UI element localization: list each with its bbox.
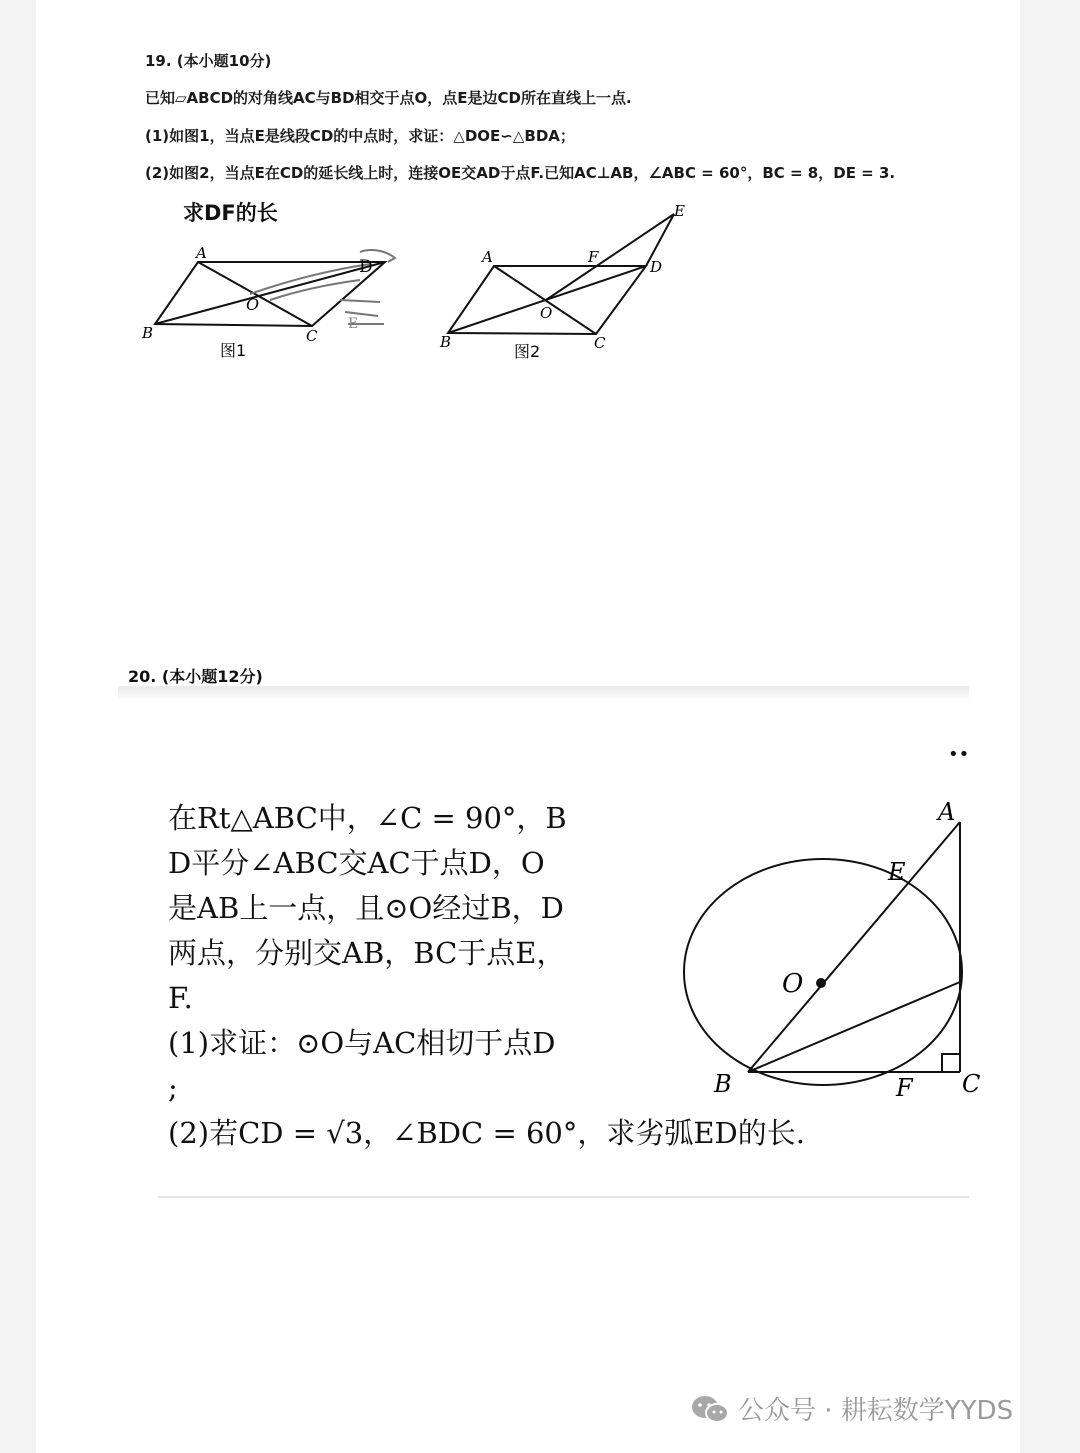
- panel-bottom-line: [158, 1196, 969, 1198]
- q20-line-2: D平分∠ABC交AC于点D，O: [168, 846, 545, 880]
- q20-label-b: B: [714, 1070, 732, 1098]
- panel-top-bar: [118, 686, 969, 698]
- fig2-label-d: D: [650, 258, 663, 276]
- fig1-label-a: A: [196, 244, 207, 262]
- right-angle-mark: [942, 1054, 960, 1072]
- q20-line-3: 是AB上一点，且⊙O经过B，D: [168, 891, 564, 925]
- q20-label-e: E: [888, 858, 906, 886]
- fig1-label-e: E: [348, 316, 359, 332]
- circle-o: [684, 859, 962, 1085]
- fig2-label-a: A: [482, 248, 493, 266]
- fig2-label-f: F: [588, 248, 599, 266]
- q19-part2: (2)如图2，当点E在CD的延长线上时，连接OE交AD于点F.已知AC⊥AB，∠ABC = 60°，BC = 8，DE = 3.: [145, 164, 896, 182]
- q20-header: 20. (本小题12分): [128, 667, 263, 686]
- q20-line-6: (1)求证：⊙O与AC相切于点D: [168, 1026, 556, 1060]
- q19-part1: (1)如图1，当点E是线段CD的中点时，求证：△DOE∽△BDA；: [145, 127, 575, 145]
- fig2-label-o: O: [540, 304, 553, 322]
- q20-label-o: O: [782, 969, 804, 999]
- q20-line-7: ;: [168, 1071, 178, 1105]
- q20-label-a: A: [938, 798, 956, 826]
- watermark-text: 公众号 · 耕耘数学YYDS: [738, 1396, 1014, 1426]
- fig2-caption: 图2: [514, 342, 541, 361]
- q20-line-4: 两点，分别交AB，BC于点E，: [168, 936, 566, 970]
- panel-dots: ••: [948, 744, 970, 765]
- fig2-label-c: C: [594, 334, 606, 352]
- q20-text-block: [168, 796, 688, 1111]
- q20-line-5: F.: [168, 981, 193, 1015]
- q20-label-c: C: [962, 1070, 981, 1098]
- fig1-label-d: D: [359, 257, 373, 277]
- q19-figure-1: [140, 240, 400, 365]
- fig1-label-c: C: [306, 327, 318, 345]
- segment-bd: [748, 982, 960, 1072]
- q19-stem: 已知▱ABCD的对角线AC与BD相交于点O，点E是边CD所在直线上一点.: [145, 89, 632, 107]
- q20-figure: [678, 796, 981, 1102]
- segment-oe: [546, 214, 674, 300]
- diagonal-ac: [198, 262, 312, 326]
- center-o-dot: [816, 978, 826, 988]
- fig1-label-o: O: [246, 295, 260, 314]
- fig2-label-b: B: [440, 333, 452, 351]
- segment-ab: [748, 822, 960, 1072]
- q19-header: 19. (本小题10分): [145, 52, 272, 70]
- fig1-label-b: B: [142, 324, 154, 342]
- q20-line-1: 在Rt△ABC中，∠C = 90°，B: [168, 801, 567, 835]
- q19-handwritten-question: 求DF的长: [183, 201, 278, 225]
- q20-part2: (2)若CD = √3，∠BDC = 60°，求劣弧ED的长.: [168, 1116, 806, 1150]
- q20-label-f: F: [896, 1074, 913, 1102]
- wechat-icon: [690, 1394, 730, 1424]
- watermark: [690, 1390, 1013, 1427]
- fig1-caption: 图1: [220, 341, 247, 360]
- q19-figure-2: [436, 200, 696, 365]
- fig2-label-e: E: [674, 202, 685, 220]
- q20-screenshot-panel: [118, 686, 981, 1208]
